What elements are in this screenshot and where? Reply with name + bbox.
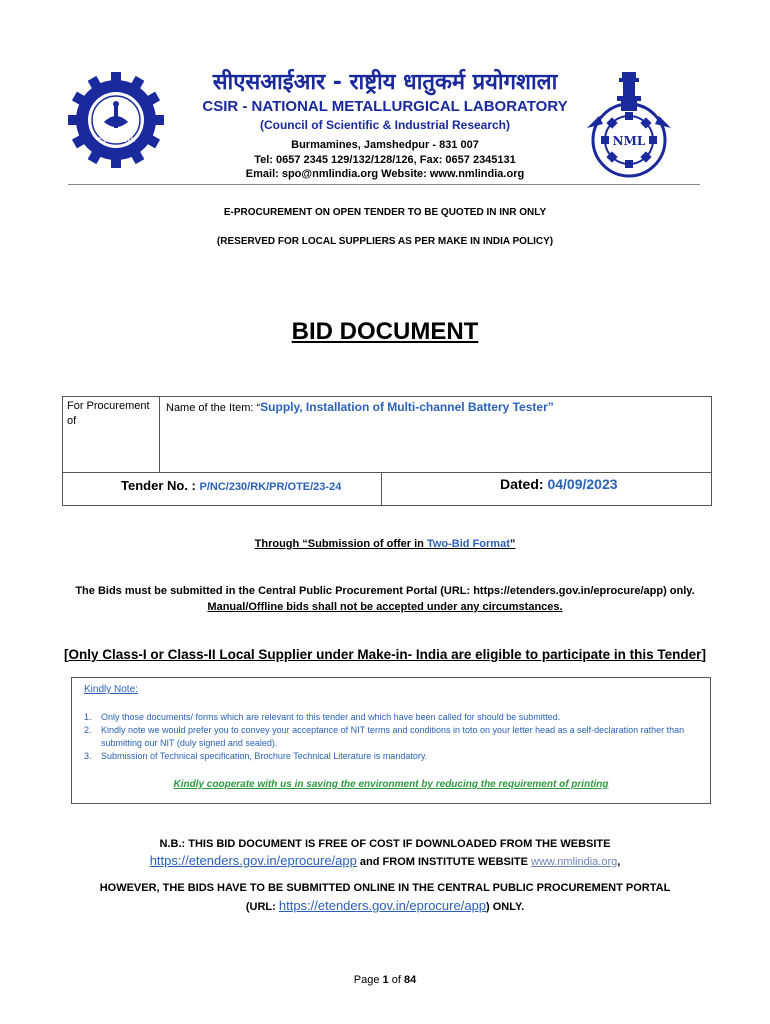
item-name-label: Name of the Item: “ — [166, 402, 261, 414]
two-bid-format: Two-Bid Format — [426, 538, 510, 550]
reserved-line: (RESERVED FOR LOCAL SUPPLIERS AS PER MAKE IN INDIA POLICY) — [216, 236, 554, 247]
procurement-table — [62, 396, 712, 506]
kindly-note-list — [84, 711, 699, 763]
eligibility-line — [0, 647, 770, 662]
list-item-number: 3. — [84, 751, 92, 761]
page-prefix: Page — [353, 974, 383, 986]
nb-mid-text: and FROM INSTITUTE WEBSITE — [356, 856, 532, 868]
eprocure-link[interactable]: https://etenders.gov.in/eprocure/app — [149, 853, 357, 868]
list-item — [84, 750, 699, 763]
eprocurement-line: E-PROCUREMENT ON OPEN TENDER TO BE QUOTED IN INR ONLY — [223, 207, 547, 218]
tender-number-value: P/NC/230/RK/PR/OTE/23-24 — [199, 481, 342, 493]
institute-email-web: Email: spo@nmlindia.org Website: www.nmlindia.org — [245, 168, 525, 180]
nml-website-link[interactable]: www.nmlindia.org — [531, 856, 618, 868]
page-total: 84 — [403, 974, 417, 986]
portal-url-line — [0, 898, 770, 913]
through-prefix: Through “Submission of offer in — [254, 538, 427, 550]
item-name-value: Supply, Installation of Multi-channel Battery Tester” — [260, 400, 554, 414]
council-name: (Council of Scientific & Industrial Research) — [259, 118, 511, 132]
tender-number — [121, 478, 341, 493]
page-number — [0, 974, 770, 986]
bids-portal-line: The Bids must be submitted in the Central Public Procurement Portal (URL: https://etenders.gov.in/eprocure/app) only. — [75, 585, 695, 597]
page-of: of — [388, 974, 404, 986]
through-suffix: ” — [509, 538, 516, 550]
list-item-text: Only those documents/ forms which are relevant to this tender and which have been called for should be submitted. — [101, 712, 561, 722]
list-item — [84, 711, 699, 724]
list-item-number: 2. — [84, 725, 92, 735]
list-item — [84, 724, 699, 750]
url-prefix: (URL: — [245, 901, 279, 913]
institute-english-name: CSIR - NATIONAL METALLURGICAL LABORATORY — [202, 98, 568, 115]
eligibility-open-bracket: [ — [64, 647, 69, 662]
list-item-text: Submission of Technical specification, Brochure Technical Literature is mandatory. — [101, 751, 428, 761]
page-current: 1 — [382, 974, 389, 986]
kindly-note-box — [71, 677, 711, 804]
item-name — [166, 400, 554, 414]
tender-date — [500, 476, 618, 492]
eligibility-close-bracket: ] — [701, 647, 706, 662]
tender-date-value: 04/09/2023 — [547, 476, 618, 492]
institute-hindi-name: सीएसआईआर - राष्ट्रीय धातुकर्म प्रयोगशाला — [212, 70, 558, 95]
csir-logo — [66, 70, 166, 170]
document-title: BID DOCUMENT — [291, 318, 479, 345]
eprocure-link-2[interactable]: https://etenders.gov.in/eprocure/app — [278, 898, 487, 913]
tender-date-label: Dated: — [500, 476, 548, 492]
submission-format-line — [0, 538, 770, 550]
manual-bids-line: Manual/Offline bids shall not be accepted under any circumstances. — [207, 601, 563, 613]
institute-address: Burmamines, Jamshedpur - 831 007 — [291, 139, 479, 151]
list-item-number: 1. — [84, 712, 92, 722]
letterhead-divider — [68, 184, 700, 185]
kindly-note-title: Kindly Note: — [84, 684, 138, 695]
nml-logo-text: NML — [612, 134, 646, 148]
tender-number-label: Tender No. : — [121, 478, 200, 493]
environment-note: Kindly cooperate with us in saving the environment by reducing the requirement of printing — [173, 779, 609, 790]
eligibility-text: Only Class-I or Class-II Local Supplier under Make-in- India are eligible to participate in this Tender — [68, 647, 702, 662]
nb-line: N.B.: THIS BID DOCUMENT IS FREE OF COST IF DOWNLOADED FROM THE WEBSITE — [159, 838, 611, 850]
procurement-label: For Procurement of — [67, 400, 150, 427]
url-suffix: ) ONLY. — [486, 901, 525, 913]
nb-comma: , — [617, 856, 621, 868]
however-line: HOWEVER, THE BIDS HAVE TO BE SUBMITTED ONLINE IN THE CENTRAL PUBLIC PROCUREMENT PORTAL — [99, 882, 671, 894]
institute-phone-fax: Tel: 0657 2345 129/132/128/126, Fax: 0657 2345131 — [254, 154, 516, 166]
csir-logo-text: CSIR-INDIA — [97, 137, 135, 144]
list-item-text: Kindly note we would prefer you to convey your acceptance of NIT terms and conditions in toto on your letter head as a self-declaration rather than submitting our NIT (duly signed and sealed). — [101, 725, 685, 748]
nb-links-line — [0, 853, 770, 868]
